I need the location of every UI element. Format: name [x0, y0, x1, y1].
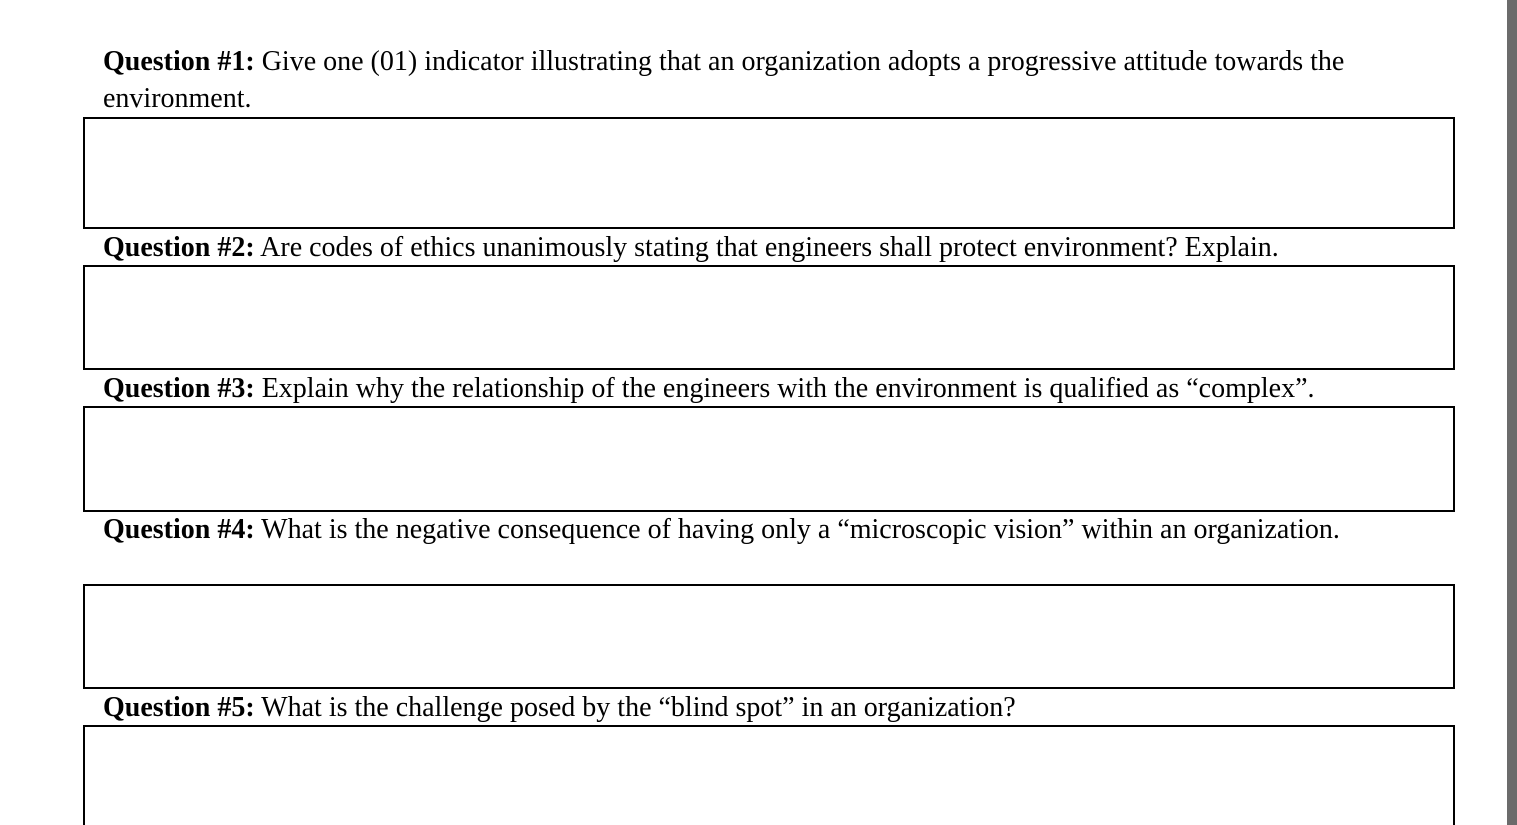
question-2 — [103, 229, 1357, 266]
question-3-text: Explain why the relationship of the engineers with the environment is qualified as “complex”. — [254, 373, 1315, 404]
question-2-label: Question #2: — [103, 232, 255, 263]
question-4-label: Question #4: — [103, 514, 255, 545]
question-1-label: Question #1: — [103, 46, 255, 77]
answer-box-5[interactable] — [83, 725, 1455, 825]
answer-box-1[interactable] — [83, 117, 1455, 229]
answer-box-3[interactable] — [83, 406, 1455, 512]
question-4 — [103, 511, 1357, 548]
question-4-text: What is the negative consequence of having only a “microscopic vision” within an organization. — [254, 514, 1340, 545]
question-5-text: What is the challenge posed by the “blind spot” in an organization? — [254, 692, 1016, 723]
answer-box-2[interactable] — [83, 265, 1455, 370]
viewer-scroll-edge — [1507, 0, 1517, 825]
question-3-label: Question #3: — [103, 373, 255, 404]
question-5 — [103, 689, 1357, 726]
question-2-text: Are codes of ethics unanimously stating that engineers shall protect environment? Explain. — [254, 232, 1279, 263]
question-5-label: Question #5: — [103, 692, 255, 723]
question-1 — [103, 43, 1357, 117]
question-1-text: Give one (01) indicator illustrating that an organization adopts a progressive attitude towards the environment. — [103, 46, 1345, 114]
answer-box-4[interactable] — [83, 584, 1455, 689]
question-3 — [103, 370, 1357, 407]
